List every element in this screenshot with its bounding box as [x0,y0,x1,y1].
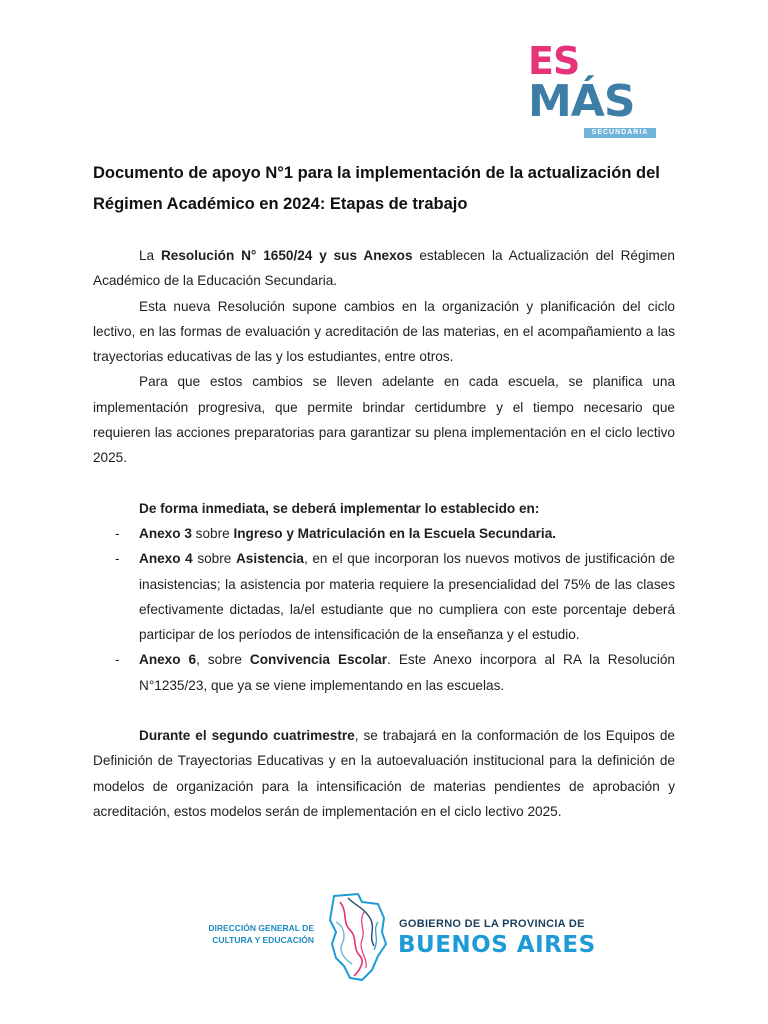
dgce-line-1: DIRECCIÓN GENERAL DE [208,923,314,933]
second-bold: Durante el segundo cuatrimestre [139,728,355,744]
annex-detail: . Este Anexo incorpora al RA la Resolución N°1235/23, que ya se viene implementando en las escuelas. [139,652,675,693]
logo-es-text: ES [528,39,580,83]
province-map-icon [328,892,390,984]
list-item [93,647,675,698]
document-title [93,158,683,220]
dash-bullet: - [115,525,120,541]
annex-label: Anexo 3 [139,525,192,541]
document-body [93,243,675,824]
annex-topic: Ingreso y Matriculación en la Escuela Secundaria. [233,525,557,541]
gobierno-text: GOBIERNO DE LA PROVINCIA DE [399,918,585,930]
paragraph-changes: Esta nueva Resolución supone cambios en la organización y planificación del ciclo lectivo, en las formas de evaluación y acreditación de las materias, en el acompañamiento a las trayectorias educativas de las y los estudiantes, entre otros. [93,298,675,365]
footer-logos [196,892,596,984]
dash-bullet: - [115,551,120,567]
annex-text: sobre [192,551,236,567]
second-rest: , se trabajará en la conformación de los Equipos de Definición de Trayectorias Educativas y en la autoevaluación institucional para la definición de modelos de organización para la intensificación de materias pendientes de aprobación y acreditación, estos modelos serán de implementación en el ciclo lectivo 2025. [93,728,675,819]
p1-lead: La [139,248,161,263]
immediate-heading: De forma inmediata, se deberá implementar lo establecido en: [139,500,540,516]
paragraph-second-term [93,723,675,824]
title-line-2: Régimen Académico en 2024: Etapas de trabajo [93,195,468,213]
spacer [93,471,675,496]
annex-detail: , en el que incorporan los nuevos motivos de justificación de inasistencias; la asistencia por materia requiere la presencialidad del 75% de las clases efectivamente dictadas, la/el estudiante que no cumpliera con este porcentaje deberá participar de los períodos de intensificación de la enseñanza y el estudio. [139,551,675,643]
annex-topic: Convivencia Escolar [249,652,388,668]
list-item [93,546,675,647]
p1-bold: Resolución N° 1650/24 y sus Anexos [160,248,413,263]
paragraph-implementation: Para que estos cambios se lleven adelante en cada escuela, se planifica una implementación progresiva, que permite brindar certidumbre y el tiempo necesario que requieren las acciones preparatorias para garantizar su plena implementación en el ciclo lectivo 2025. [93,374,675,466]
paragraph-resolution [93,243,675,294]
annex-label: Anexo 4 [139,551,193,567]
esmas-logo [528,39,660,140]
annex-text: sobre [191,525,234,541]
annex-list [93,521,675,698]
annex-label: Anexo 6 [139,652,197,668]
dash-bullet: - [115,652,120,668]
dgce-logo-text [196,922,314,946]
list-item [93,521,675,546]
spacer [93,698,675,723]
title-line-1: Documento de apoyo N°1 para la implementación de la actualización del [93,164,660,182]
annex-topic: Asistencia [235,551,304,567]
logo-mas-text: MÁS [528,76,635,127]
logo-secundaria-tag: SECUNDARIA [584,128,656,138]
dgce-line-2: CULTURA Y EDUCACIÓN [212,935,314,945]
p1-rest: establecen la Actualización del Régimen Académico de la Educación Secundaria. [93,248,675,289]
annex-text: , sobre [196,652,250,668]
buenos-aires-text: BUENOS AIRES [398,932,596,958]
